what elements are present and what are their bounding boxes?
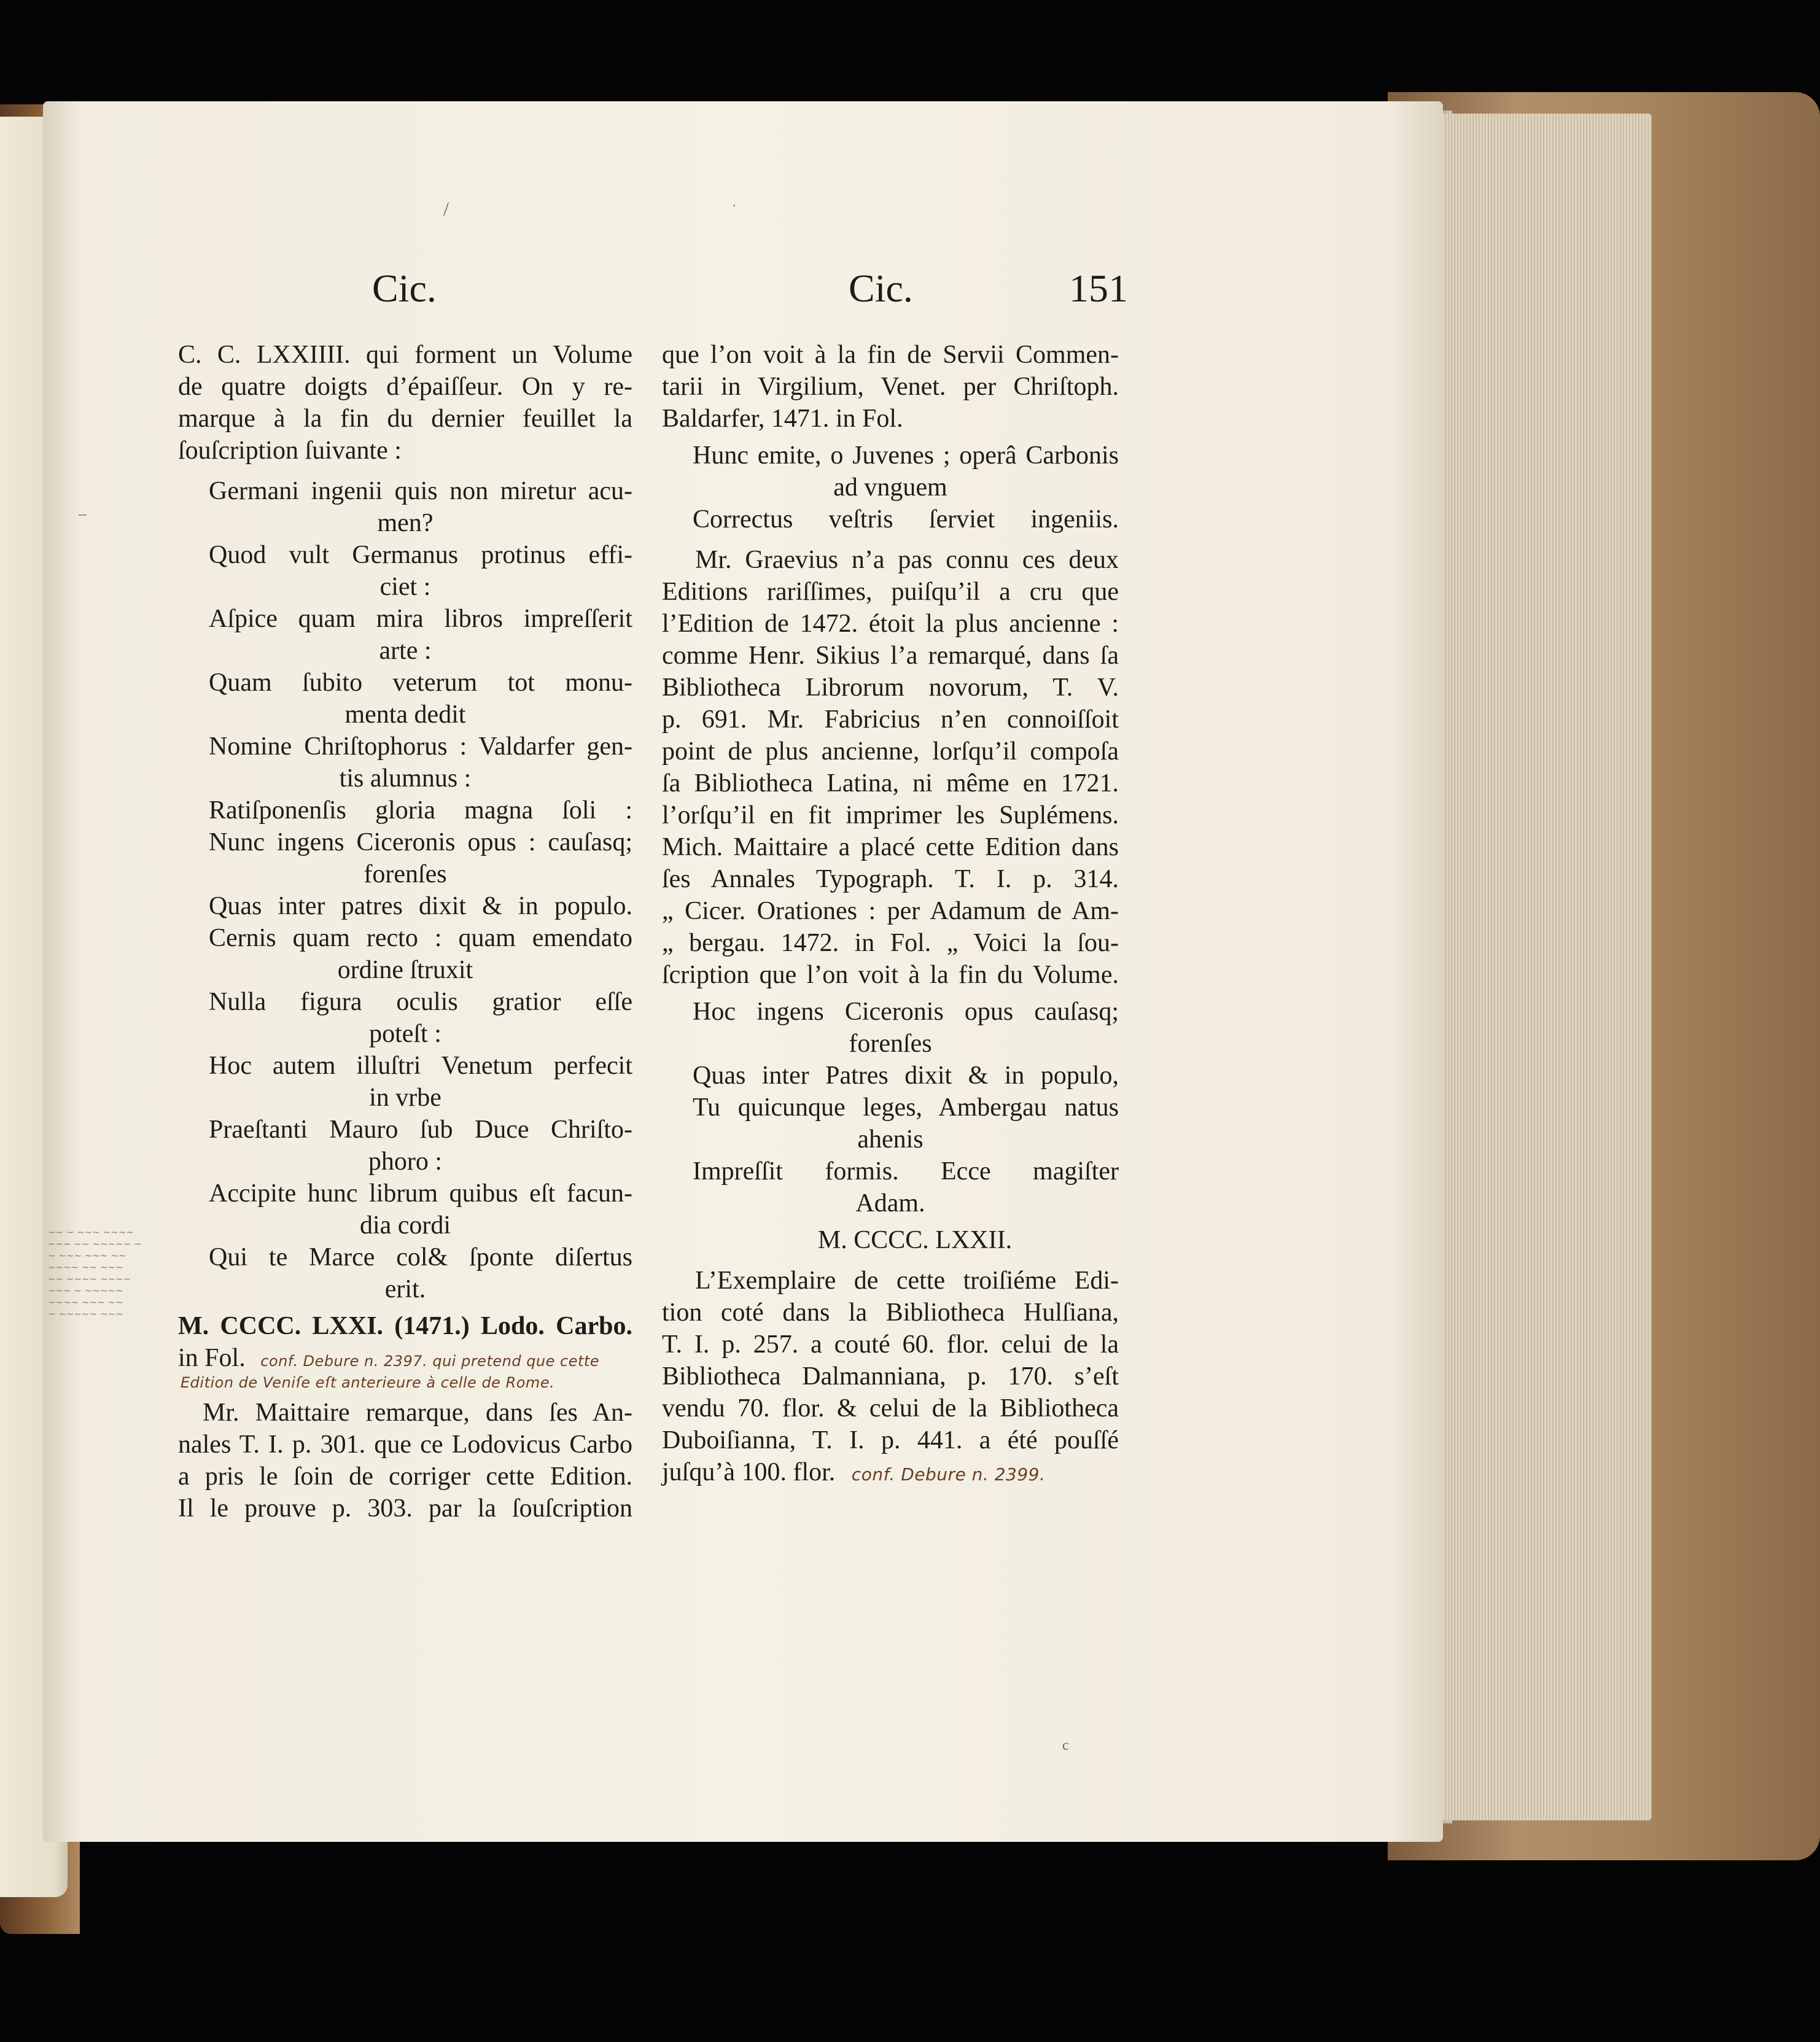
verse-continuation: forenſes <box>849 1030 932 1058</box>
verse-line: Hoc ingens Ciceronis opus cauſasq; <box>693 998 1119 1026</box>
text-line: vendu 70. flor. & celui de la Bibliotheca <box>662 1394 1119 1423</box>
text-line: tion coté dans la Bibliotheca Hulſiana, <box>662 1299 1119 1327</box>
poem-line: Nunc ingens Ciceronis opus : cauſasq; <box>209 828 632 856</box>
right-text-column <box>662 339 1119 1491</box>
text-line: Baldarfer, 1471. in Fol. <box>662 405 903 433</box>
text-line: L’Exemplaire de cette troiſiéme Edi- <box>695 1267 1119 1295</box>
poem-continuation: dia cordi <box>359 1211 451 1240</box>
poem-line: Hoc autem illuſtri Venetum perfecit <box>209 1052 632 1080</box>
text-line: l’orſqu’il en fit imprimer les Suplémens. <box>662 801 1119 829</box>
text-line: comme Henr. Sikius l’a remarqué, dans ſa <box>662 642 1119 670</box>
text-line: ſes Annales Typograph. T. I. p. 314. <box>662 865 1119 893</box>
maittaire-paragraph <box>178 1397 632 1524</box>
poem-line: Praeſtanti Mauro ſub Duce Chriſto- <box>209 1116 632 1144</box>
intro-paragraph <box>178 339 632 467</box>
poem-line: Accipite hunc librum quibus eſt facun- <box>209 1179 632 1208</box>
text-line: de quatre doigts d’épaiſſeur. On y re- <box>178 373 632 401</box>
text-line: point de plus ancienne, lorſqu’il compoſa <box>662 737 1119 766</box>
poem-continuation: men? <box>377 509 434 537</box>
poem-line: Cernis quam recto : quam emendato <box>209 924 632 952</box>
margin-handwritten-annotations: ~~ ~ ~~~ ~~~~ ~~~ ~~ ~~~~~ ~ ~ ~~~ ~~~ ~~ ~~~~ ~~ ~~~ ~~ ~~~~ ~~~~ ~~~ ~ ~~~~~ ~~~~ ~~~ ~~ ~ ~~~~~ ~~~ <box>48 1227 142 1319</box>
poem-continuation: forenſes <box>364 860 447 888</box>
poem-line: Nomine Chriſtophorus : Valdarfer gen- <box>209 732 632 761</box>
text-line: ſcription que l’on voit à la fin du Volume. <box>662 961 1119 989</box>
left-text-column <box>178 339 632 1524</box>
page-number: 151 <box>1069 266 1128 310</box>
handwritten-note-2: Edition de Veniſe eſt anterieure à celle de Rome. <box>181 1374 555 1391</box>
text-line: a pris le ſoin de corriger cette Edition. <box>178 1462 632 1491</box>
text-line: Bibliotheca Dalmanniana, p. 170. s’eſt <box>662 1362 1119 1391</box>
handwritten-note-3: conf. Debure n. 2399. <box>851 1464 1046 1485</box>
text-line: Mich. Maittaire a placé cette Edition dans <box>662 833 1119 861</box>
text-line: Editions rariſſimes, puiſqu’il a cru que <box>662 578 1119 606</box>
verse-continuation: ad vnguem <box>833 473 947 502</box>
verse-line: Hunc emite, o Juvenes ; operâ Carbonis <box>693 441 1119 470</box>
poem-continuation: erit. <box>384 1275 426 1303</box>
poem-line: Aſpice quam mira libros impreſſerit <box>209 605 632 633</box>
poem-continuation: ciet : <box>379 573 431 601</box>
poem-continuation: poteſt : <box>369 1020 441 1048</box>
pencil-mark: / <box>443 198 449 220</box>
poem-continuation: arte : <box>379 637 432 665</box>
poem-continuation: tis alumnus : <box>339 764 472 793</box>
text-line: que l’on voit à la fin de Servii Commen- <box>662 341 1119 369</box>
graevius-paragraph <box>662 544 1119 991</box>
exemplaire-paragraph <box>662 1265 1119 1491</box>
text-line: p. 691. Mr. Fabricius n’en connoiſſoit <box>662 705 1119 734</box>
text-line: Duboiſianna, T. I. p. 441. a été pouſſé <box>662 1426 1119 1454</box>
verse-continuation: Adam. <box>855 1189 925 1217</box>
ambergau-colophon-verse <box>662 996 1119 1219</box>
text-line: tarii in Virgilium, Venet. per Chriſtoph. <box>662 373 1119 401</box>
printer-dot: · <box>732 198 737 213</box>
poem-continuation: menta dedit <box>344 701 466 729</box>
text-line: marque à la fin du dernier feuillet la <box>178 405 632 433</box>
text-line: ſouſcription ſuivante : <box>178 437 402 465</box>
text-line: C. C. LXXIIII. qui forment un Volume <box>178 341 632 369</box>
text-line: Mr. Graevius n’a pas connu ces deux <box>695 546 1119 574</box>
text-line: nales T. I. p. 301. que ce Lodovicus Carbo <box>178 1431 632 1459</box>
verse-line: Quas inter Patres dixit & in populo, <box>693 1062 1119 1090</box>
text-line: Il le prouve p. 303. par la ſouſcription <box>178 1494 632 1523</box>
poem-line: Germani ingenii quis non miretur acu- <box>209 477 632 505</box>
entry-heading-1472: M. CCCC. LXXII. <box>817 1226 1013 1254</box>
text-line: Mr. Maittaire remarque, dans ſes An- <box>203 1399 632 1427</box>
text-line: juſqu’à 100. flor. <box>662 1458 836 1486</box>
colophon-poem <box>178 475 632 1305</box>
carbo-colophon-verse <box>662 440 1119 535</box>
pencil-mark: c <box>1062 1737 1069 1753</box>
text-line: „ bergau. 1472. in Fol. „ Voici la ſou- <box>662 929 1119 957</box>
text-line: „ Cicer. Orationes : per Adamum de Am- <box>662 897 1119 925</box>
poem-line: Quas inter patres dixit & in populo. <box>209 892 632 920</box>
poem-line: Nulla figura oculis gratior eſſe <box>209 988 632 1016</box>
margin-tick: – <box>79 505 87 522</box>
poem-continuation: phoro : <box>368 1147 443 1176</box>
entry-format: in Fol. <box>178 1344 246 1372</box>
poem-line: Qui te Marce col& ſponte diſertus <box>209 1243 632 1271</box>
handwritten-note-1: conf. Debure n. 2397. qui pretend que cette <box>260 1353 600 1370</box>
text-block-page-edges <box>1431 114 1652 1820</box>
poem-line: Quod vult Germanus protinus effi- <box>209 541 632 569</box>
text-line: ſa Bibliotheca Latina, ni même en 1721. <box>662 769 1119 798</box>
running-head-right: Cic. <box>849 266 913 310</box>
verse-line: Tu quicunque leges, Ambergau natus <box>693 1093 1119 1122</box>
poem-line: Ratiſponenſis gloria magna ſoli : <box>209 796 632 825</box>
verse-line: Impreſſit formis. Ecce magiſter <box>693 1157 1119 1186</box>
entry-heading-1471: M. CCCC. LXXI. (1471.) Lodo. Carbo. <box>178 1312 632 1340</box>
text-line: T. I. p. 257. a couté 60. flor. celui de la <box>662 1330 1119 1359</box>
poem-continuation: in vrbe <box>369 1084 441 1112</box>
verse-continuation: ahenis <box>857 1125 924 1154</box>
poem-continuation: ordine ſtruxit <box>337 956 473 984</box>
running-head-left: Cic. <box>372 266 437 310</box>
text-line: l’Edition de 1472. étoit la plus ancienne : <box>662 610 1119 638</box>
poem-line: Quam ſubito veterum tot monu- <box>209 669 632 697</box>
verse-line: Correctus veſtris ſerviet ingeniis. <box>693 505 1119 534</box>
text-line: Bibliotheca Librorum novorum, T. V. <box>662 674 1119 702</box>
